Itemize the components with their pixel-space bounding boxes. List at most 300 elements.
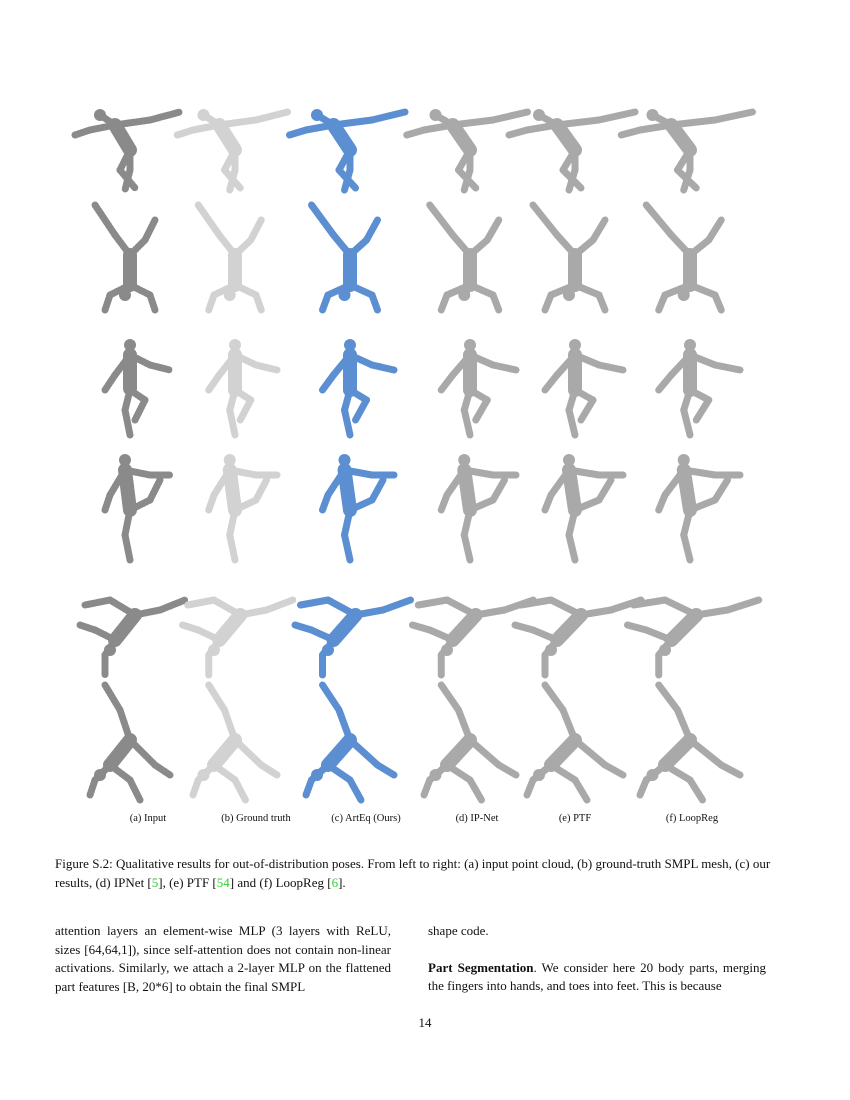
- limb: [334, 235, 351, 255]
- head: [464, 339, 476, 351]
- limb: [372, 295, 378, 310]
- limb: [515, 625, 533, 630]
- limb: [545, 685, 563, 710]
- limb: [183, 625, 199, 630]
- limb: [599, 295, 605, 310]
- limb: [323, 685, 340, 710]
- limb: [323, 295, 329, 310]
- limb: [447, 600, 476, 615]
- limb: [453, 615, 476, 640]
- limb: [721, 765, 740, 775]
- limb: [235, 780, 246, 800]
- limb: [476, 400, 488, 420]
- limb: [150, 480, 160, 500]
- limb: [177, 130, 193, 135]
- head: [647, 109, 659, 121]
- limb: [306, 125, 334, 130]
- body-mesh-figure: [75, 109, 180, 190]
- limb: [150, 365, 170, 370]
- limb: [339, 710, 350, 740]
- body-mesh-figure: [198, 205, 261, 310]
- limb: [493, 112, 528, 120]
- limb: [125, 410, 130, 435]
- limb: [256, 480, 267, 500]
- limb: [671, 120, 715, 125]
- body-mesh-figure: [105, 339, 170, 435]
- limb: [328, 765, 350, 780]
- limb: [125, 470, 130, 510]
- limb: [599, 112, 635, 120]
- body-mesh-figure: [95, 205, 155, 310]
- column-label-ground-truth: (b) Ground truth: [221, 813, 291, 824]
- limb: [378, 765, 395, 775]
- limb: [715, 295, 721, 310]
- limb: [115, 235, 130, 255]
- limb: [105, 685, 120, 710]
- limb: [441, 685, 458, 710]
- limb: [90, 780, 95, 795]
- limb: [240, 610, 266, 615]
- limb: [372, 365, 394, 370]
- head: [104, 644, 116, 656]
- limb: [569, 470, 575, 510]
- limb: [709, 220, 722, 240]
- body-paragraph: shape code.: [428, 923, 489, 938]
- limb: [295, 625, 312, 630]
- body-mesh-figure: [209, 339, 277, 435]
- body-mesh-figure: [80, 600, 185, 675]
- limb: [301, 600, 329, 605]
- limb: [599, 480, 611, 500]
- limb: [671, 615, 696, 640]
- limb: [569, 535, 575, 560]
- limb: [267, 600, 293, 610]
- body-mesh-figure: [509, 109, 635, 190]
- limb: [209, 375, 220, 390]
- limb: [593, 220, 605, 240]
- limb: [470, 740, 499, 765]
- limb: [356, 610, 384, 615]
- limb: [75, 130, 90, 135]
- head: [684, 339, 696, 351]
- head: [569, 339, 581, 351]
- limb: [545, 495, 551, 510]
- limb: [453, 235, 470, 255]
- limb: [521, 600, 551, 605]
- limb: [230, 410, 235, 435]
- limb: [193, 780, 198, 795]
- limb: [290, 130, 307, 135]
- limb: [424, 125, 453, 130]
- limb: [447, 740, 470, 765]
- limb: [671, 125, 690, 150]
- limb: [193, 125, 219, 130]
- limb: [715, 112, 753, 120]
- limb: [209, 295, 214, 310]
- limb: [230, 470, 235, 510]
- head: [678, 454, 690, 466]
- body-mesh-figure: [177, 109, 287, 190]
- head: [208, 644, 220, 656]
- limb: [225, 710, 236, 740]
- limb: [345, 535, 351, 560]
- limb: [323, 375, 334, 390]
- head: [458, 289, 470, 301]
- head: [224, 454, 236, 466]
- head: [224, 289, 236, 301]
- limb: [575, 285, 599, 295]
- limb: [628, 625, 647, 630]
- limb: [240, 400, 251, 420]
- limb: [135, 400, 145, 420]
- limb: [306, 780, 312, 795]
- head: [533, 769, 545, 781]
- limb: [447, 765, 470, 780]
- limb: [640, 125, 671, 130]
- limb: [453, 120, 493, 125]
- limb: [334, 125, 351, 150]
- citation-link[interactable]: 5: [151, 875, 159, 890]
- body-mesh-figure: [441, 454, 516, 560]
- body-mesh-figure: [413, 600, 534, 675]
- body-mesh-figure: [193, 685, 277, 800]
- limb: [533, 205, 557, 235]
- body-mesh-figure: [441, 339, 516, 435]
- head: [229, 339, 241, 351]
- head: [311, 109, 323, 121]
- body-mesh-figure: [306, 685, 394, 800]
- limb: [659, 375, 672, 390]
- head: [659, 644, 671, 656]
- limb: [110, 765, 130, 780]
- limb: [198, 205, 219, 235]
- limb: [696, 610, 727, 615]
- limb: [470, 285, 493, 295]
- limb: [413, 625, 430, 630]
- limb: [95, 205, 115, 235]
- limb: [665, 740, 690, 765]
- limb: [372, 480, 383, 500]
- body-mesh-figure: [545, 454, 623, 560]
- limb: [219, 615, 240, 640]
- limb: [105, 495, 110, 510]
- limb: [557, 120, 599, 125]
- limb: [115, 125, 130, 150]
- limb: [350, 740, 378, 765]
- head: [441, 644, 453, 656]
- limb: [545, 375, 557, 390]
- limb: [214, 600, 240, 615]
- limb: [334, 615, 356, 640]
- head: [430, 769, 442, 781]
- limb: [551, 740, 575, 765]
- head: [339, 289, 351, 301]
- limb: [115, 120, 150, 125]
- column-label-loopreg: (f) LoopReg: [665, 813, 719, 824]
- body-mesh-figure: [295, 600, 411, 675]
- limb: [634, 600, 665, 605]
- limb: [464, 470, 493, 475]
- limb: [684, 470, 715, 475]
- body-mesh-figure: [533, 205, 605, 310]
- limb: [464, 535, 470, 560]
- limb: [214, 765, 235, 780]
- limb: [575, 780, 587, 800]
- limb: [545, 295, 551, 310]
- limb: [441, 375, 453, 390]
- limb: [575, 740, 605, 765]
- limb: [499, 765, 516, 775]
- head: [198, 769, 210, 781]
- limb: [527, 780, 533, 795]
- head: [94, 109, 106, 121]
- body-text: . We consider here 20 body parts, merging the fingers into hands, and toes into feet. This is because: [428, 959, 767, 993]
- limb: [424, 780, 430, 795]
- limb: [130, 780, 140, 800]
- limb: [367, 220, 378, 240]
- head: [339, 454, 351, 466]
- limb: [430, 205, 453, 235]
- limb: [145, 220, 155, 240]
- limb: [312, 205, 334, 235]
- limb: [728, 600, 759, 610]
- limb: [690, 780, 703, 800]
- limb: [209, 685, 225, 710]
- limb: [256, 112, 288, 120]
- body-mesh-figure: [105, 454, 170, 560]
- body-mesh-figure: [407, 109, 528, 190]
- limb: [219, 235, 235, 255]
- body-mesh-figure: [424, 685, 516, 800]
- column-label-ipnet: (d) IP-Net: [455, 813, 499, 824]
- head: [545, 644, 557, 656]
- limb: [690, 285, 715, 295]
- limb: [150, 112, 180, 120]
- limb: [557, 125, 575, 150]
- limb: [464, 410, 470, 435]
- limb: [509, 130, 527, 135]
- limb: [345, 470, 373, 475]
- limb: [209, 495, 214, 510]
- limb: [219, 125, 235, 150]
- body-mesh-figure: [659, 339, 740, 435]
- limb: [715, 480, 728, 500]
- caption-text: ] and (f) LoopReg [: [229, 875, 332, 890]
- limb: [130, 740, 155, 765]
- limb: [430, 630, 453, 640]
- limb: [230, 535, 235, 560]
- body-mesh-figure: [312, 205, 378, 310]
- limb: [251, 220, 262, 240]
- head: [124, 339, 136, 351]
- limb: [334, 120, 373, 125]
- limb: [188, 600, 214, 605]
- limb: [470, 780, 482, 800]
- head: [647, 769, 659, 781]
- limb: [575, 240, 593, 255]
- limb: [214, 740, 235, 765]
- limb: [487, 220, 499, 240]
- head: [563, 289, 575, 301]
- body-mesh-figure: [290, 109, 406, 190]
- body-mesh-figure: [628, 600, 759, 675]
- body-paragraph: attention layers an element-wise MLP (3 layers with ReLU, sizes [64,64,1]), since self-attention does not contain non-linear activations. Similarly, we attach a 2-layer MLP on the flattened part features [B, 20*6] to obtain the final SMPL: [55, 923, 391, 994]
- body-mesh-figure: [545, 339, 623, 435]
- limb: [125, 470, 150, 475]
- body-mesh-figure: [621, 109, 752, 190]
- limb: [219, 120, 256, 125]
- limb: [563, 710, 575, 740]
- limb: [350, 780, 361, 800]
- limb: [569, 410, 575, 435]
- head: [563, 454, 575, 466]
- limb: [85, 600, 110, 605]
- limb: [356, 400, 367, 420]
- limb: [659, 295, 665, 310]
- head: [311, 769, 323, 781]
- limb: [640, 780, 646, 795]
- limb: [110, 600, 135, 615]
- body-mesh-figure: [659, 454, 740, 560]
- body-mesh-figure: [527, 685, 623, 800]
- limb: [646, 630, 671, 640]
- head: [119, 289, 131, 301]
- limb: [493, 365, 516, 370]
- limb: [125, 535, 130, 560]
- limb: [715, 365, 740, 370]
- limb: [453, 125, 470, 150]
- limb: [684, 410, 690, 435]
- limb: [312, 630, 334, 640]
- limb: [557, 235, 575, 255]
- limb: [150, 295, 155, 310]
- limb: [120, 710, 130, 740]
- limb: [135, 610, 160, 615]
- limb: [551, 600, 581, 615]
- body-mesh-figure: [90, 685, 170, 800]
- limb: [235, 740, 261, 765]
- limb: [125, 510, 130, 535]
- caption-text: Figure S.2: Qualitative results for out-of-distribution poses. From left to right: (a) input point cloud, (b) ground-truth SMPL mesh, (c) our results, (d) IPNet [: [55, 856, 771, 890]
- section-heading: Part Segmentation: [428, 959, 534, 975]
- caption-text: ], (e) PTF [: [158, 875, 217, 890]
- limb: [493, 295, 499, 310]
- limb: [155, 765, 170, 775]
- limb: [557, 615, 581, 640]
- limb: [407, 130, 424, 135]
- part-segmentation-paragraph: [428, 959, 766, 996]
- limb: [690, 740, 721, 765]
- limb: [684, 535, 690, 560]
- column-label-input: (a) Input: [129, 813, 167, 824]
- limb: [665, 600, 696, 615]
- column-label-ours: (c) ArtEq (Ours): [331, 813, 401, 824]
- limb: [678, 710, 691, 740]
- limb: [323, 495, 329, 510]
- limb: [345, 470, 351, 510]
- limb: [684, 470, 690, 510]
- limb: [659, 495, 665, 510]
- citation-link[interactable]: 6: [331, 875, 339, 890]
- limb: [581, 400, 593, 420]
- limb: [90, 125, 115, 130]
- head: [458, 454, 470, 466]
- limb: [551, 765, 575, 780]
- body-mesh-figure: [209, 454, 277, 560]
- body-mesh-figure: [323, 339, 395, 435]
- figure-caption: [55, 854, 800, 892]
- limb: [476, 610, 505, 615]
- qualitative-figure: [0, 90, 850, 810]
- body-mesh-figure: [430, 205, 499, 310]
- limb: [105, 295, 110, 310]
- body-mesh-figure: [515, 600, 641, 675]
- limb: [256, 365, 277, 370]
- caption-text: ].: [338, 875, 346, 890]
- citation-link[interactable]: 54: [216, 875, 230, 890]
- limb: [105, 375, 115, 390]
- head: [119, 454, 131, 466]
- limb: [256, 295, 261, 310]
- limb: [328, 740, 350, 765]
- limb: [459, 710, 471, 740]
- limb: [441, 295, 447, 310]
- limb: [605, 765, 623, 775]
- column-label-ptf: (e) PTF: [558, 813, 592, 824]
- body-mesh-figure: [646, 205, 721, 310]
- limb: [581, 610, 611, 615]
- page-number: 14: [418, 1015, 432, 1030]
- limb: [383, 600, 411, 610]
- left-column: [55, 922, 391, 996]
- limb: [464, 470, 470, 510]
- limb: [418, 600, 447, 605]
- limb: [115, 615, 135, 640]
- head: [198, 109, 210, 121]
- limb: [696, 400, 709, 420]
- body-mesh-figure: [323, 454, 395, 560]
- limb: [659, 685, 678, 710]
- limb: [621, 130, 640, 135]
- limb: [493, 480, 505, 500]
- limb: [160, 600, 185, 610]
- head: [678, 289, 690, 301]
- limb: [599, 365, 623, 370]
- limb: [533, 630, 557, 640]
- limb: [261, 765, 277, 775]
- limb: [646, 205, 671, 235]
- head: [322, 644, 334, 656]
- right-column: [428, 922, 766, 996]
- limb: [345, 410, 351, 435]
- limb: [80, 625, 95, 630]
- limb: [328, 600, 356, 615]
- limb: [671, 235, 690, 255]
- head: [94, 769, 106, 781]
- limb: [350, 285, 372, 295]
- limb: [441, 495, 447, 510]
- head: [344, 339, 356, 351]
- limb: [665, 765, 690, 780]
- head: [430, 109, 442, 121]
- limb: [372, 112, 405, 120]
- body-mesh-figure: [183, 600, 293, 675]
- limb: [569, 470, 599, 475]
- limb: [527, 125, 557, 130]
- limb: [110, 740, 130, 765]
- head: [533, 109, 545, 121]
- limb: [230, 470, 256, 475]
